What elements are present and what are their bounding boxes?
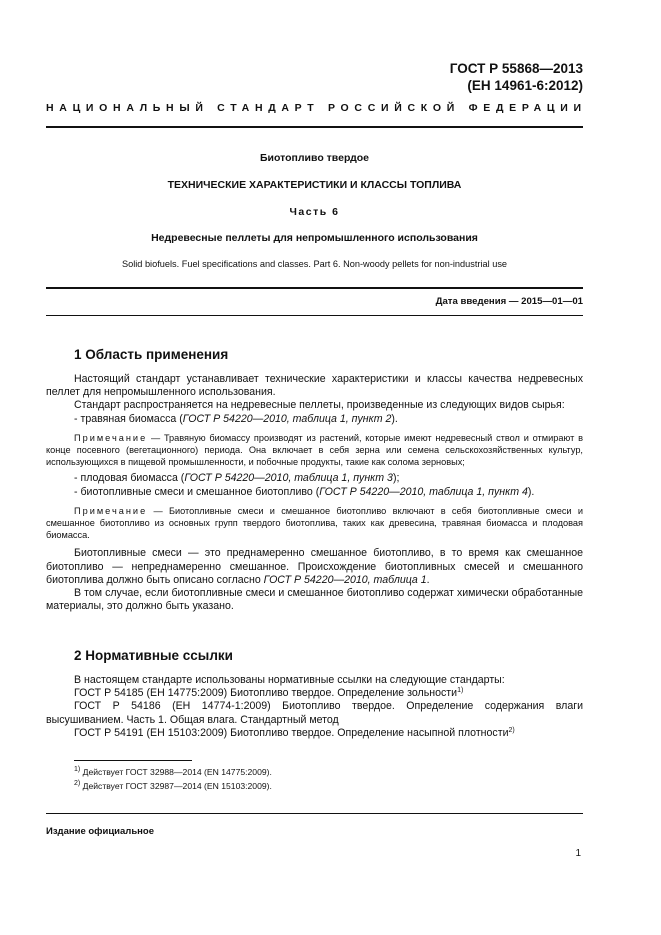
s1-note-2	[46, 505, 583, 542]
date-rule	[46, 315, 583, 316]
s1-list-item-2: - плодовая биомасса (ГОСТ Р 54220—2010, таблица 1, пункт 3);	[74, 472, 400, 485]
s2-reference-2: ГОСТ Р 54186 (ЕН 14774-1:2009) Биотопливо твердое. Определение содержания влаги высушиванием. Часть 1. Общая влага. Стандартный метод	[46, 700, 583, 726]
s1-paragraph-4: В том случае, если биотопливные смеси и смешанное биотопливо содержат химически обработанные материалы, это должно быть указано.	[46, 587, 583, 613]
s1-note-2-text: — Биотопливные смеси и смешанное биотопливо включают в себя биотопливные смеси и смешанное биотопливо из основных групп твердого биотоплива, таких как древесина, травяная биомасса и плодовая биомасса.	[46, 505, 583, 541]
s2-reference-1: ГОСТ Р 54185 (ЕН 14775:2009) Биотопливо твердое. Определение зольности$^{1)}$	[74, 687, 464, 700]
footnote-rule	[74, 760, 192, 761]
footnote-1: $^{1)}$ Действует ГОСТ 32988—2014 (EN 14775:2009).	[74, 766, 272, 777]
section-2-body	[46, 674, 583, 740]
s1-list-item-3: - биотопливные смеси и смешанное биотопливо (ГОСТ Р 54220—2010, таблица 1, пункт 4).	[74, 485, 535, 498]
s2-reference-3: ГОСТ Р 54191 (ЕН 15103:2009) Биотопливо твердое. Определение насыпной плотности$^{2)}$	[74, 726, 515, 739]
title-english: Solid biofuels. Fuel specifications and classes. Part 6. Non-woody pellets for non-industrial use	[121, 259, 508, 269]
title-line-1: Биотопливо твердое	[259, 152, 370, 164]
s1-paragraph-3: Биотопливные смеси — это преднамеренно смешанное биотопливо, в то время как смешанное биотопливо — непреднамеренно смешанное. Происхождение биотопливных смесей и смешанного биотоплива должно быть описано согласно ГОСТ Р 54220—2010, таблица 1.	[46, 547, 583, 586]
s1-note-1-label: Примечание	[74, 432, 148, 443]
footnote-mark-2[interactable]: 2)	[508, 726, 515, 734]
title-subtitle: Недревесные пеллеты для непромышленного использования	[151, 232, 478, 244]
page-number: 1	[575, 848, 581, 859]
footnote-2: $^{2)}$ Действует ГОСТ 32987—2014 (EN 15103:2009).	[74, 780, 272, 791]
s1-list-item-1: - травяная биомасса (ГОСТ Р 54220—2010, таблица 1, пункт 2).	[74, 412, 398, 425]
s1-list-item-2-ref: ГОСТ Р 54220—2010, таблица 1, пункт 3	[184, 472, 393, 485]
standard-code	[450, 60, 583, 94]
official-edition: Издание официальное	[46, 826, 154, 837]
s1-note-1-text: — Травяную биомассу производят из растений, которые имеют недревесный ствол и отмирают в конце посевного (вегетационного) периода. Она включает в себя зерна или семена сельскохозяйственных культур, использующихся в пищевой промышленности, и побочные продукты, такие как солома зерновых;	[46, 432, 583, 468]
introduction-date: Дата введения — 2015—01—01	[435, 296, 583, 307]
title-rule	[46, 287, 583, 289]
section-1-heading: 1 Область применения	[74, 347, 229, 362]
s1-list-item-3-ref: ГОСТ Р 54220—2010, таблица 1, пункт 4	[319, 485, 528, 498]
s1-paragraph-2: Стандарт распространяется на недревесные пеллеты, произведенные из следующих видов сырья:	[74, 399, 565, 412]
title-part: Часть 6	[289, 206, 340, 218]
standard-code-ru: ГОСТ Р 55868—2013	[449, 61, 583, 76]
s2-paragraph-1: В настоящем стандарте использованы нормативные ссылки на следующие стандарты:	[74, 674, 505, 686]
s1-paragraph-1: Настоящий стандарт устанавливает технические характеристики и классы качества недревесных пеллет для непромышленного использования.	[46, 373, 583, 399]
section-2-heading: 2 Нормативные ссылки	[74, 648, 233, 663]
section-1-body	[46, 373, 583, 613]
s1-paragraph-3-ref: ГОСТ Р 54220—2010, таблица 1	[263, 573, 427, 586]
s1-note-2-label: Примечание	[74, 505, 148, 516]
s1-list-item-1-ref: ГОСТ Р 54220—2010, таблица 1, пункт 2	[182, 412, 392, 425]
s1-note-1	[46, 432, 583, 469]
footnote-mark-1[interactable]: 1)	[457, 687, 464, 695]
national-standard-banner: НАЦИОНАЛЬНЫЙ СТАНДАРТ РОССИЙСКОЙ ФЕДЕРАЦИИ	[46, 102, 587, 114]
standard-code-en: (ЕН 14961-6:2012)	[467, 78, 583, 93]
footer-rule	[46, 813, 583, 814]
header-rule	[46, 126, 583, 128]
title-line-2: ТЕХНИЧЕСКИЕ ХАРАКТЕРИСТИКИ И КЛАССЫ ТОПЛИВА	[167, 179, 462, 191]
